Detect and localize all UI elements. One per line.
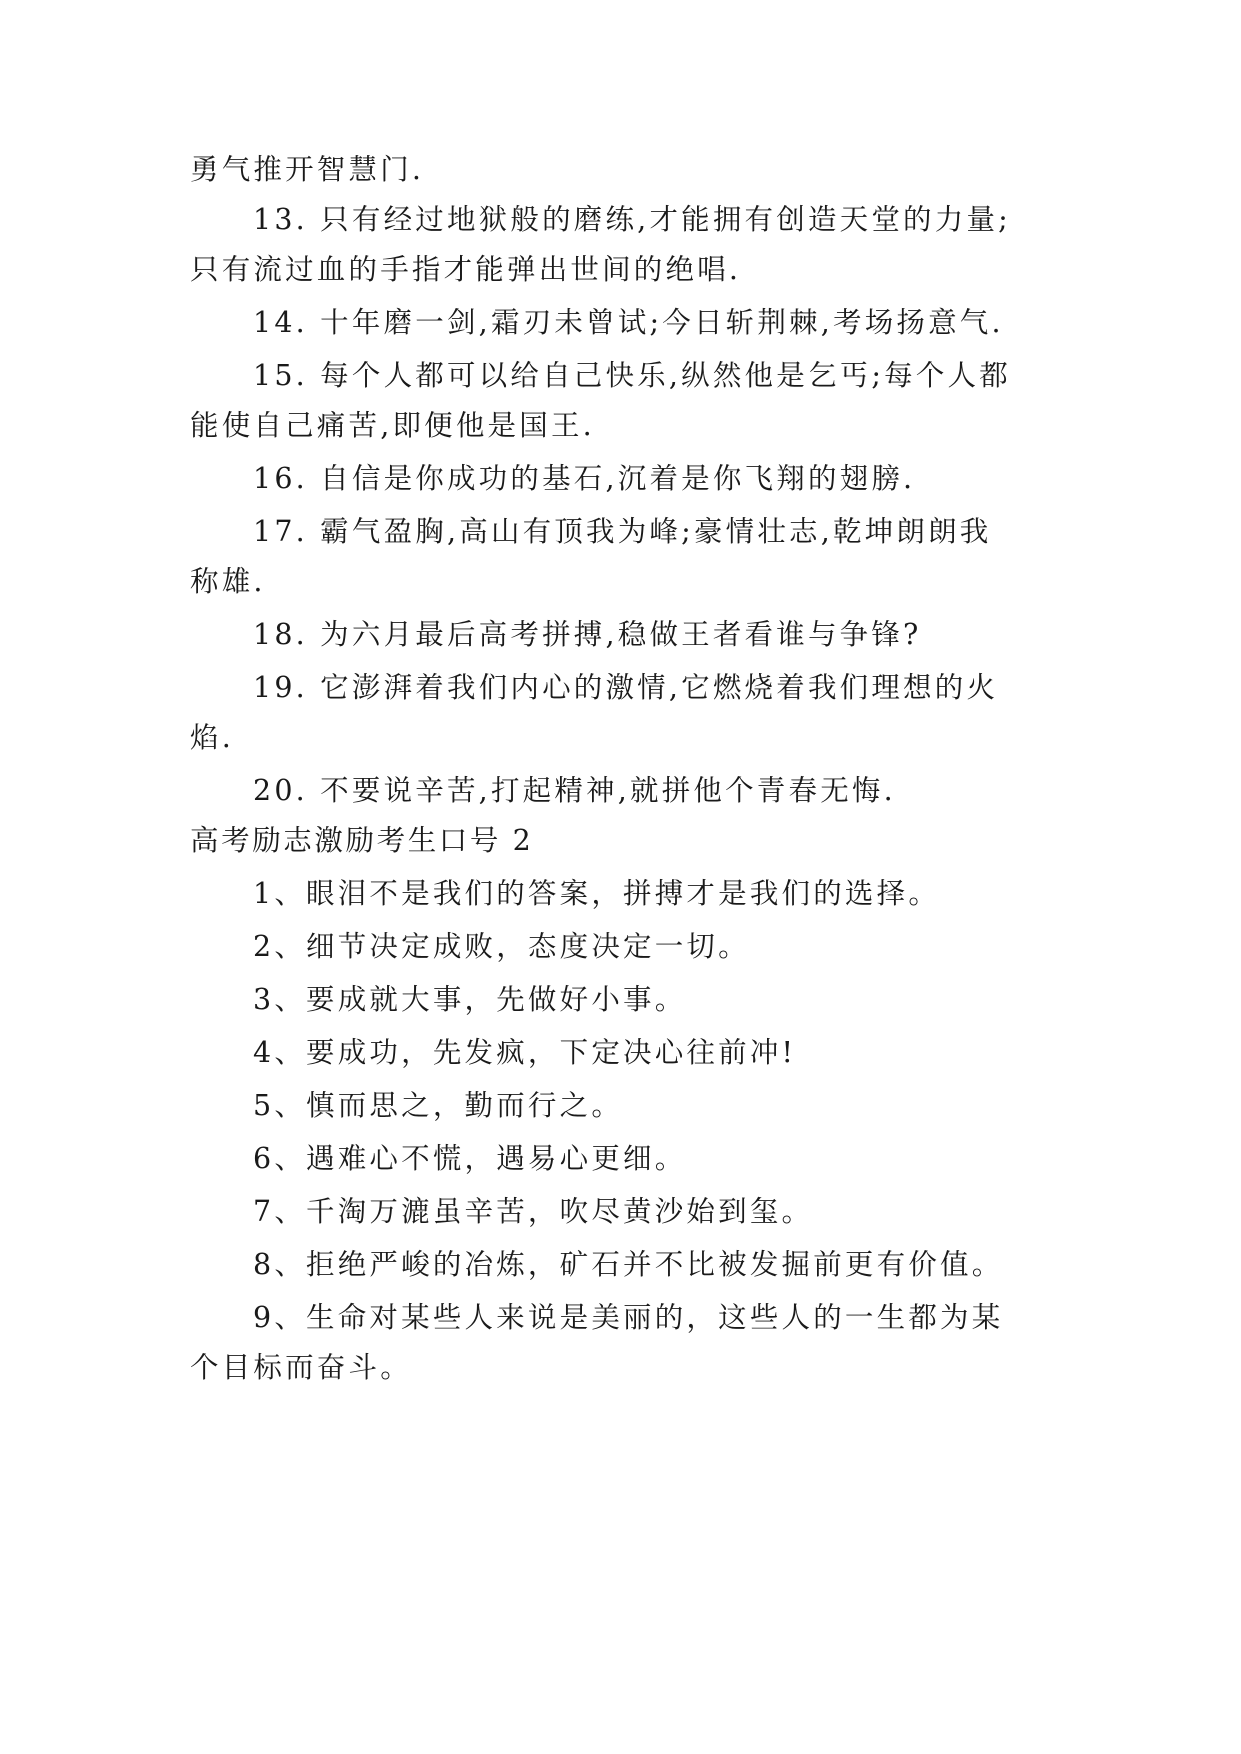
list-item-9: 9、生命对某些人来说是美丽的，这些人的一生都为某 — [253, 1301, 1004, 1334]
list-item-20: 20. 不要说辛苦,打起精神,就拼他个青春无悔. — [253, 774, 896, 807]
list-item-4: 4、要成功，先发疯，下定决心往前冲! — [253, 1036, 797, 1069]
list-item-14: 14. 十年磨一剑,霜刃未曾试;今日斩荆棘,考场扬意气. — [253, 306, 1004, 339]
list-item-1: 1、眼泪不是我们的答案，拼搏才是我们的选择。 — [253, 877, 941, 910]
section-heading: 高考励志激励考生口号 2 — [190, 824, 534, 857]
list-item-5: 5、慎而思之，勤而行之。 — [253, 1089, 624, 1122]
text-line: 焰. — [190, 721, 234, 754]
text-line: 勇气推开智慧门. — [190, 153, 425, 186]
text-line: 称雄. — [190, 565, 266, 598]
list-item-13: 13. 只有经过地狱般的磨练,才能拥有创造天堂的力量; — [253, 203, 1011, 236]
list-item-6: 6、遇难心不慌，遇易心更细。 — [253, 1142, 687, 1175]
list-item-17: 17. 霸气盈胸,高山有顶我为峰;豪情壮志,乾坤朗朗我 — [253, 515, 992, 548]
text-line: 能使自己痛苦,即便他是国王. — [190, 409, 595, 442]
list-item-7: 7、千淘万漉虽辛苦，吹尽黄沙始到玺。 — [253, 1195, 814, 1228]
text-line: 个目标而奋斗。 — [190, 1351, 412, 1384]
list-item-19: 19. 它澎湃着我们内心的激情,它燃烧着我们理想的火 — [253, 671, 999, 704]
list-item-15: 15. 每个人都可以给自己快乐,纵然他是乞丐;每个人都 — [253, 359, 1011, 392]
list-item-3: 3、要成就大事，先做好小事。 — [253, 983, 687, 1016]
text-line: 只有流过血的手指才能弹出世间的绝唱. — [190, 253, 742, 286]
list-item-2: 2、细节决定成败，态度决定一切。 — [253, 930, 750, 963]
list-item-16: 16. 自信是你成功的基石,沉着是你飞翔的翅膀. — [253, 462, 916, 495]
list-item-18: 18. 为六月最后高考拼搏,稳做王者看谁与争锋? — [253, 618, 922, 651]
list-item-8: 8、拒绝严峻的冶炼，矿石并不比被发掘前更有价值。 — [253, 1248, 1004, 1281]
